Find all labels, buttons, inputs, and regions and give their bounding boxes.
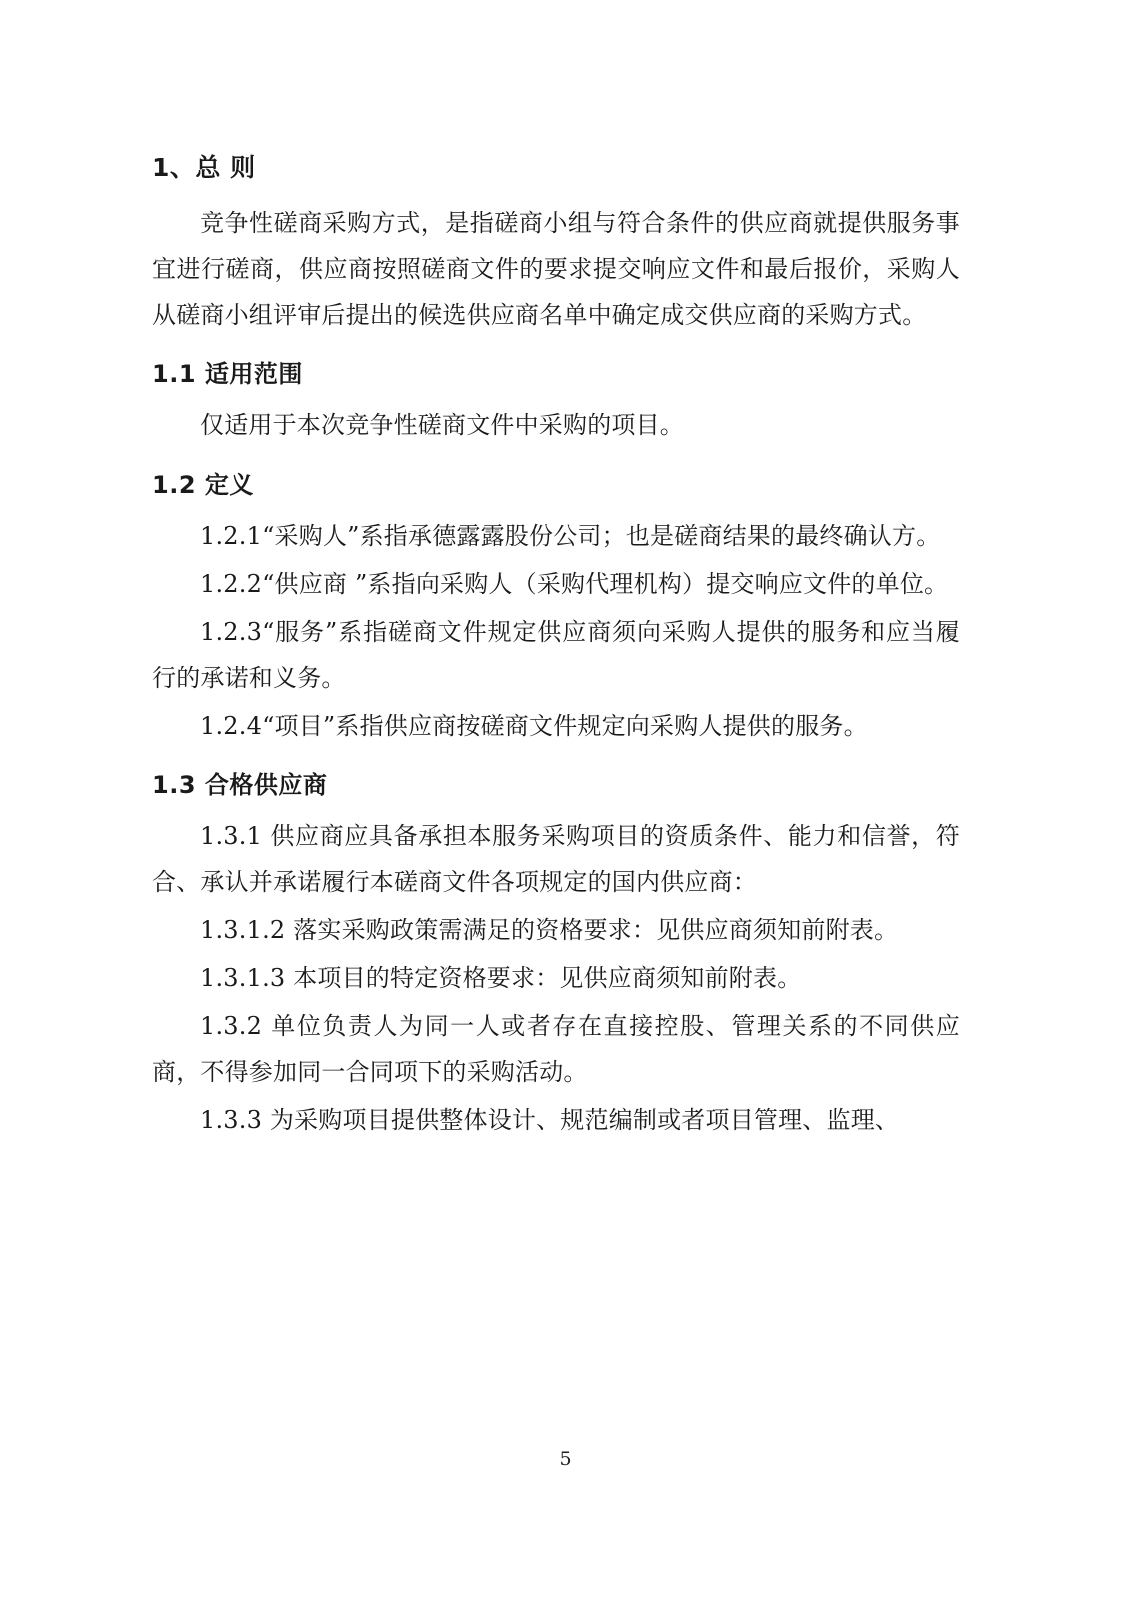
section-heading-general-rules: 1、总 则 [152, 153, 256, 182]
document-body [152, 150, 960, 1146]
paragraph-definition-service: 1.2.3“服务”系指磋商文件规定供应商须向采购人提供的服务和应当履行的承诺和义务。 [152, 617, 960, 692]
paragraph-definition-purchaser: 1.2.1“采购人”系指承德露露股份公司；也是磋商结果的最终确认方。 [200, 521, 941, 550]
paragraph-definition-project: 1.2.4“项目”系指供应商按磋商文件规定向采购人提供的服务。 [200, 711, 868, 740]
sub-heading-definitions: 1.2 定义 [152, 470, 254, 499]
sub-heading-scope: 1.1 适用范围 [152, 360, 303, 389]
paragraph-policy-qualification: 1.3.1.2 落实采购政策需满足的资格要求：见供应商须知前附表。 [200, 916, 899, 945]
paragraph-design-management-supervision: 1.3.3 为采购项目提供整体设计、规范编制或者项目管理、监理、 [200, 1106, 900, 1135]
paragraph-scope-text: 仅适用于本次竞争性磋商文件中采购的项目。 [200, 411, 684, 440]
paragraph-same-responsible-person: 1.3.2 单位负责人为同一人或者存在直接控股、管理关系的不同供应商，不得参加同一合同项下的采购活动。 [152, 1012, 960, 1087]
sub-heading-qualified-suppliers: 1.3 合格供应商 [152, 770, 328, 799]
paragraph-specific-qualification: 1.3.1.3 本项目的特定资格要求：见供应商须知前附表。 [200, 964, 802, 993]
paragraph-competitive-negotiation-definition: 竞争性磋商采购方式，是指磋商小组与符合条件的供应商就提供服务事宜进行磋商，供应商按照磋商文件的要求提交响应文件和最后报价，采购人从磋商小组评审后提出的候选供应商名单中确定成交供应商的采购方式。 [152, 209, 960, 330]
paragraph-definition-supplier: 1.2.2“供应商 ”系指向采购人（采购代理机构）提交响应文件的单位。 [200, 569, 949, 598]
page-number: 5 [559, 1448, 572, 1470]
paragraph-qualification-requirements: 1.3.1 供应商应具备承担本服务采购项目的资质条件、能力和信誉，符合、承认并承诺履行本磋商文件各项规定的国内供应商： [152, 821, 960, 897]
